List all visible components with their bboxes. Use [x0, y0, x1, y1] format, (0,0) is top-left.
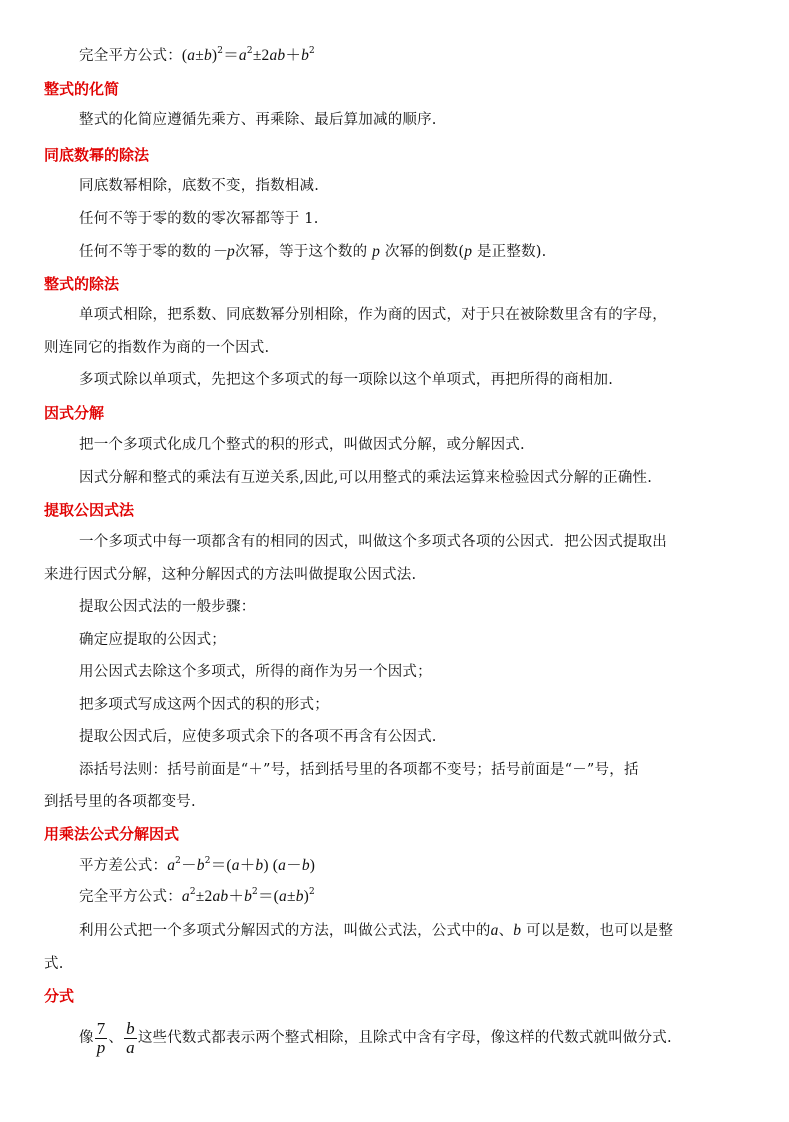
paragraph: 一个多项式中每一项都含有的相同的因式，叫做这个多项式各项的公因式．把公因式提取出 [79, 534, 667, 550]
paragraph: 把一个多项式化成几个整式的积的形式，叫做因式分解，或分解因式. [79, 437, 525, 453]
paragraph: 单项式相除，把系数、同底数幂分别相除，作为商的因式，对于只在被除数里含有的字母， [79, 307, 667, 323]
paragraph: 同底数幂相除，底数不变，指数相减. [79, 178, 320, 194]
step-item: 用公因式去除这个多项式，所得的商作为另一个因式； [79, 664, 432, 680]
heading-monomial-division: 整式的除法 [44, 275, 120, 293]
formula-complete-square-1: 完全平方公式：$(a\pm b)^2=a^2\pm 2ab+b^2$ [79, 46, 315, 64]
heading-formula-factorization: 用乘法公式分解因式 [44, 825, 180, 843]
paragraph: 添括号法则：括号前面是“＋”号，括到括号里的各项都不变号；括号前面是“－”号，括 [79, 762, 639, 778]
heading-fraction: 分式 [44, 987, 75, 1005]
step-item: 确定应提取的公因式； [79, 632, 226, 648]
heading-factorization: 因式分解 [44, 404, 105, 422]
paragraph: 多项式除以单项式，先把这个多项式的每一项除以这个单项式，再把所得的商相加. [79, 372, 614, 388]
paragraph: 利用公式把一个多项式分解因式的方法，叫做公式法，公式中的a、b 可以是数，也可以是整 [79, 922, 674, 939]
paragraph-fraction-definition: 像 $\frac{7}{p}$ 、 $\frac{b}{a}$ 这些代数式都表示两个整式相除，且除式中含有字母，像这样的代数式就叫做分式. [79, 1018, 672, 1057]
paragraph-continued: 则连同它的指数作为商的一个因式. [44, 340, 270, 356]
paragraph: 因式分解和整式的乘法有互逆关系,因此,可以用整式的乘法运算来检验因式分解的正确性. [79, 470, 653, 486]
formula-complete-square-2: 完全平方公式：$a^2\pm 2ab+b^2=(a\pm b)^2$ [79, 887, 315, 905]
step-item: 提取公因式后，应使多项式余下的各项不再含有公因式. [79, 729, 437, 745]
paragraph: 整式的化简应遵循先乘方、再乘除、最后算加减的顺序. [79, 112, 437, 128]
heading-common-factor: 提取公因式法 [44, 501, 135, 519]
formula-difference-of-squares: 平方差公式：$a^2-b^2=(a+b)$ (a－b) [79, 856, 316, 874]
heading-simplification: 整式的化简 [44, 80, 120, 98]
fraction-7-over-p: $\frac{7}{p}$ [96, 1018, 106, 1057]
paragraph-negative-power: 任何不等于零的数的－p次幂，等于这个数的 p 次幂的倒数(p 是正整数). [79, 243, 547, 260]
paragraph-continued: 来进行因式分解，这种分解因式的方法叫做提取公因式法. [44, 567, 417, 583]
heading-power-division: 同底数幂的除法 [44, 146, 150, 164]
fraction-b-over-a: $\frac{b}{a}$ [126, 1018, 135, 1057]
paragraph: 提取公因式法的一般步骤： [79, 599, 256, 615]
paragraph: 任何不等于零的数的零次幂都等于 1. [79, 211, 319, 227]
paragraph-continued: 式. [44, 956, 64, 972]
step-item: 把多项式写成这两个因式的积的形式； [79, 697, 329, 713]
paragraph-continued: 到括号里的各项都变号. [44, 794, 196, 810]
